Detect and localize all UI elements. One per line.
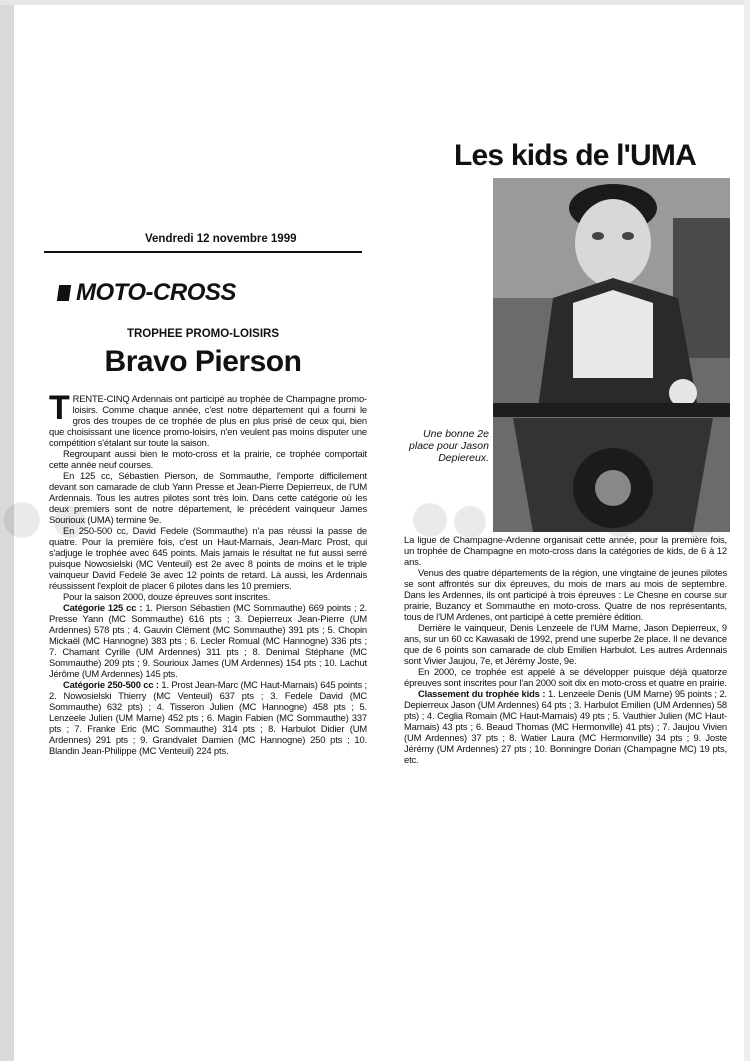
results-text: 1. Lenzeele Denis (UM Marne) 95 points ; 2. Depierreux Jason (UM Ardennes) 64 pts ; 3. Harbulot Emilien (UM Ardennes) 58 pts) ; 4. Ceglia Romain (MC Haut-Marnais) 49 pts ; 5. Vauthier Julien (MC Haut-Marnais) 43 pts ; 6. Beaud Thomas (MC Hermonville) 41 pts) ; 7. Jaujou Vivien (UM Ardennes) 37 pts ; 8. Watier Laura (MC Hermonville) 34 pts ; 9. Joste Jérémy (UM Ardennes) 27 pts ; 10. Bonningre Dorian (Champagne MC) 19 pts, etc. — [404, 688, 727, 765]
article-kicker: TROPHEE PROMO-LOISIRS — [126, 328, 280, 340]
left-article-body — [49, 389, 367, 756]
results-label: Catégorie 250-500 cc : — [63, 679, 159, 690]
issue-date: Vendredi 12 novembre 1999 — [145, 233, 297, 245]
results-kids — [404, 688, 727, 765]
results-125cc — [49, 602, 367, 679]
results-text: 1. Pierson Sébastien (MC Sommauthe) 669 points ; 2. Presse Yann (MC Sommauthe) 616 pts ; 3. Depierreux Jean-Pierre (UM Ardennes) 578 pts ; 4. Gauvin Clément (MC Sommauthe) 391 pts ; 5. Chopin Mickaël (MC Hannogne) 383 pts ; 6. Lecler Romual (MC Hannogne) 336 pts ; 7. Chamant Cyrille (UM Ardennes) 311 pts ; 8. Denimal Stéphane (MC Sommauthe) 209 pts ; 9. Sourioux James (UM Ardennes) 154 pts ; 10. Lachut Jérôme (UM Ardennes) 145 pts. — [49, 602, 367, 679]
body-paragraph: La ligue de Champagne-Ardenne organisait cette année, pour la première fois, un trophée de Champagne en moto-cross dans la catégories de kids, de 6 à 12 ans. — [404, 534, 727, 567]
scan-border-right — [744, 0, 750, 1061]
scan-border-top — [0, 0, 750, 5]
body-paragraph: En 125 cc, Sébastien Pierson, de Sommauthe, l'emporte difficilement devant son camarade de club Yann Presse et Jean-Pierre Depierreux, de l'UM Ardennais. Tous les autres pilotes sont très loin. Dans cette catégorie où les deux premiers sont de notre département, le précédent vainqueur James Souriouх (UMA) termine 9e. — [49, 470, 367, 525]
scan-border-left — [0, 0, 14, 1061]
results-text: 1. Prost Jean-Marc (MC Haut-Marnais) 645 points ; 2. Nowosielski Thierry (MC Venteuil) 637 pts ; 3. Fedele David (MC Sommauthe) 632 pts) ; 4. Tisseron Julien (MC Hannogne) 458 pts ; 5. Lenzeele Julien (UM Marne) 452 pts ; 6. Magin Fabien (MC Sommauthe) 337 pts ; 7. Franke Eric (MC Sommauthe) 314 pts ; 8. Harbulot Didier (UM Ardennes) 291 pts ; 9. Grandvalet Damien (MC Hannogne) 250 pts ; 10. Blandin Jean-Philippe (MC Venteuil) 224 pts. — [49, 679, 367, 756]
body-paragraph: Regroupant aussi bien le moto-cross et la prairie, ce trophée comportait cette année neuf courses. — [49, 448, 367, 470]
kids-headline: Les kids de l'UMA — [454, 139, 696, 172]
rubric-label: MOTO-CROSS — [76, 279, 236, 306]
body-paragraph: Pour la saison 2000, douze épreuves sont inscrites. — [63, 591, 271, 602]
section-rubric — [58, 279, 236, 307]
results-label: Classement du trophée kids : — [418, 688, 546, 699]
photo-caption: Une bonne 2e place pour Jason Depiereux. — [409, 428, 489, 464]
body-paragraph: En 2000, ce trophée est appelé à se développer puisque déjà quatorze épreuves sont inscrites pour l'an 2000 soit dix en moto-cross et quatre en prairie. — [404, 666, 727, 688]
lead-paragraph-text: RENTE-CINQ Ardennais ont participé au trophée de Champagne promo-loisirs. Comme chaque année, c'est notre département qui a fourni le gros des troupes de ce trophée de plus en plus prisé de ceux qui, bien que choisissant une licence promo-loisirs, n'en veulent pas moins disputer une compétition s'étalant sur toute la saison. — [49, 393, 367, 448]
right-article-body — [404, 534, 727, 765]
body-paragraph: Venus des quatre départements de la région, une vingtaine de jeunes pilotes se sont affrontés sur dix épreuves, du mois de mars au mois de septembre. Dans les Ardennes, ils ont participé à trois épreuves : Le Chesne en course sur prairie, Buzancy et Sommauthe en moto-cross. Quatre de nos représentants, tous de l'UM Ardenes, ont participé à cette première édition. — [404, 567, 727, 622]
article-headline: Bravo Pierson — [104, 345, 302, 378]
body-paragraph: Derrière le vainqueur, Denis Lenzeele de l'UM Marne, Jason Depierreux, 9 ans, sur un 60 cc Kawasaki de 1992, prend une superbe 2e place. Il ne devance que de 6 points son camarade de club Emilien Harbulot. Les autres Ardennais sont Vivier Jaujou, 7e, et Jérémy Joste, 9e. — [404, 622, 727, 666]
lead-paragraph — [49, 389, 367, 448]
results-label: Catégorie 125 cc : — [63, 602, 143, 613]
header-rule — [44, 251, 362, 253]
dropcap: T — [49, 389, 70, 427]
rubric-square-icon — [57, 285, 71, 301]
body-paragraph: En 250-500 cc, David Fedele (Sommauthe) n'a pas réussi la passe de quatre. Pour la première fois, c'est un Haut-Marnais, Jean-Marc Prost, qui s'adjuge le trophée avec 645 points. Mais jamais le résultat ne fut aussi serré puisque Nowosielski (MC Venteuil) est 2e avec 8 points de moins et le triple vainqueur David Fedelé 3e avec 12 points de retard. Là aussi, les Ardennais réussissent l'exploit de placer 6 pilotes dans les 10 premiers. — [49, 525, 367, 591]
rider-photo — [493, 178, 730, 532]
results-250-500cc — [49, 679, 367, 756]
